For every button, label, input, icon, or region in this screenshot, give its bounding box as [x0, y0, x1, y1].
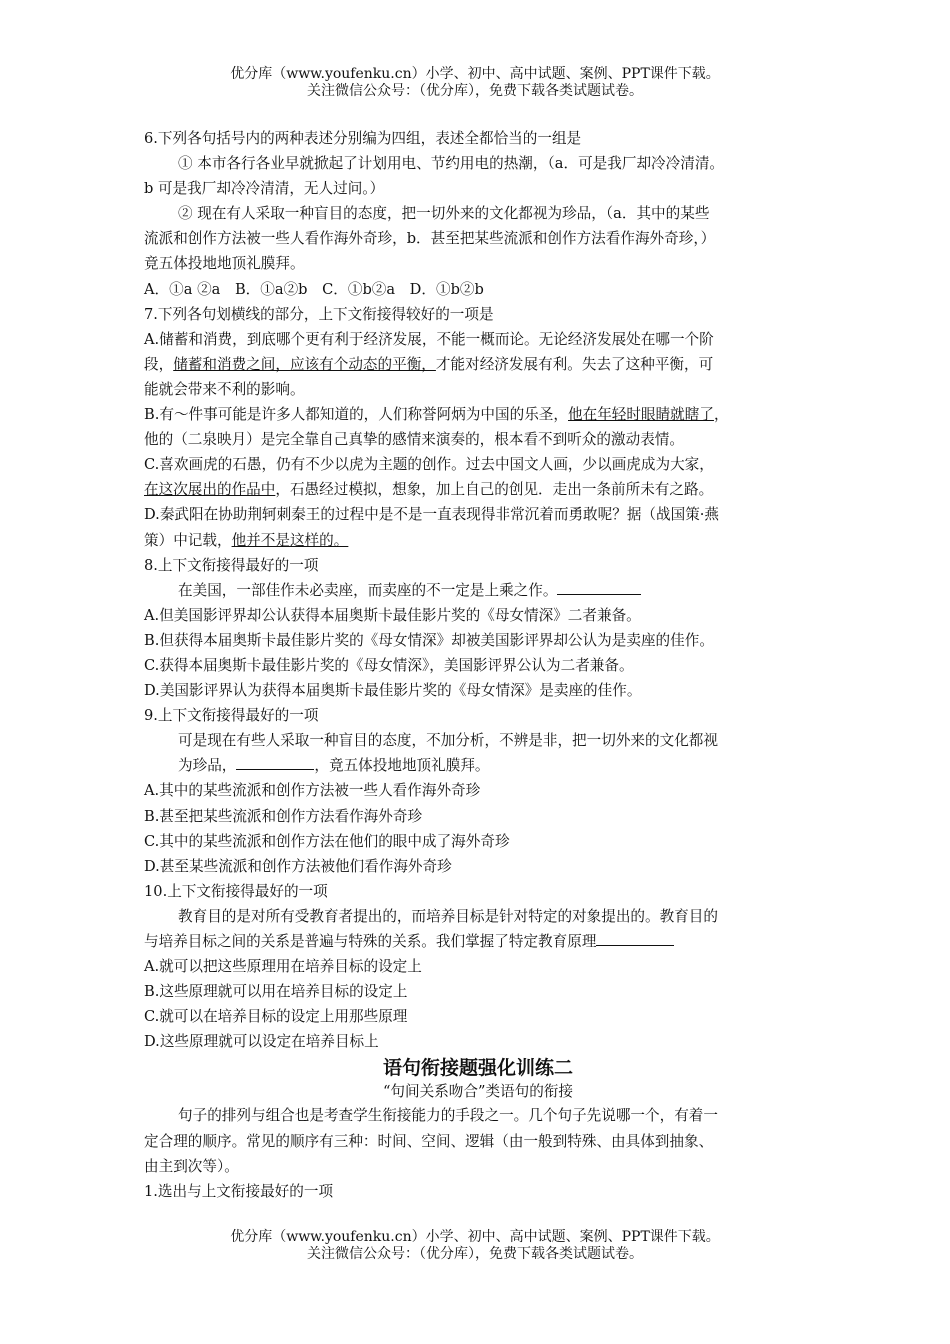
q6-options: A．①a ②a B．①a②b C．①b②a D．①b②b: [144, 280, 484, 298]
section-q1-stem: 1.选出与上文衔接最好的一项: [144, 1182, 334, 1200]
answer-blank: [596, 929, 674, 946]
section-title: 语句衔接题强化训练二: [382, 1057, 573, 1080]
section-intro-line1: 句子的排列与组合也是考查学生衔接能力的手段之一。几个句子先说哪一个，有着一: [178, 1107, 718, 1125]
q10-body-line2: 与培养目标之间的关系是普遍与特殊的关系。我们掌握了特定教育原理: [144, 929, 812, 954]
footer-line-1: 优分库（www.youfenku.cn）小学、初中、高中试题、案例、PPT课件下载。: [230, 1229, 720, 1245]
q9-body-line1: 可是现在有些人采取一种盲目的态度，不加分析，不辨是非，把一切外来的文化都视: [178, 732, 718, 750]
header-line-2: 关注微信公众号：（优分库），免费下载各类试题试卷。: [307, 83, 643, 99]
q6-sentence-2-cont: 流派和创作方法被一些人看作海外奇珍，b．甚至把某些流派和创作方法看作海外奇珍，）: [144, 230, 716, 248]
q7-stem: 7.下列各句划横线的部分，上下文衔接得较好的一项是: [144, 305, 494, 323]
underlined-text: 在这次展出的作品中: [144, 481, 276, 499]
answer-blank: [236, 753, 314, 770]
q6-stem: 6.下列各句括号内的两种表述分别编为四组，表述全都恰当的一组是: [144, 130, 582, 147]
q9-stem: 9.上下文衔接得最好的一项: [144, 707, 319, 725]
footer-line-2: 关注微信公众号：（优分库），免费下载各类试题试卷。: [307, 1246, 643, 1262]
answer-blank: [557, 578, 641, 595]
q7-option-d-line2: 策）中记载，他并不是这样的。: [144, 531, 349, 549]
q10-option-c: C.就可以在培养目标的设定上用那些原理: [144, 1008, 408, 1026]
q9-option-b: B.甚至把某些流派和创作方法看作海外奇珍: [144, 807, 423, 825]
q7-option-c-line1: C.喜欢画虎的石愚，仍有不少以虎为主题的创作。过去中国文人画，少以画虎成为大家，: [144, 456, 714, 474]
q7-option-d-line1: D.秦武阳在协助荆轲刺秦王的过程中是不是一直表现得非常沉着而勇敢呢？据（战国策·燕: [144, 506, 720, 524]
q8-body: 在美国，一部佳作未必卖座，而卖座的不一定是上乘之作。: [144, 578, 812, 603]
q9-body-line2: 为珍品， ，竟五体投地地顶礼膜拜。: [144, 753, 812, 778]
page-header: [0, 66, 950, 100]
section-intro-line3: 由主到次等）。: [144, 1157, 239, 1175]
document-body: [144, 126, 812, 1204]
q8-option-c: C.获得本届奥斯卡最佳影片奖的《母女情深》，美国影评界公认为二者兼备。: [144, 656, 634, 674]
q6-sentence-1-cont: b 可是我厂却冷冷清清，无人过问。）: [144, 180, 385, 198]
q7-option-c-line2: 在这次展出的作品中，石愚经过模拟，想象，加上自己的创见．走出一条前所未有之路。: [144, 481, 714, 499]
q9-option-c: C.其中的某些流派和创作方法在他们的眼中成了海外奇珍: [144, 832, 510, 850]
q8-option-a: A.但美国影评界却公认获得本届奥斯卡最佳影片奖的《母女情深》二者兼备。: [144, 606, 641, 624]
underlined-text: 他在年轻时眼睛就瞎了: [568, 406, 714, 424]
q8-option-d: D.美国影评界认为获得本届奥斯卡最佳影片奖的《母女情深》是卖座的佳作。: [144, 682, 642, 700]
q7-option-b-line1: B.有～件事可能是许多人都知道的，人们称誉阿炳为中国的乐圣，他在年轻时眼睛就瞎了，: [144, 406, 729, 424]
q8-option-b: B.但获得本届奥斯卡最佳影片奖的《母女情深》却被美国影评界却公认为是卖座的佳作。: [144, 631, 714, 649]
q9-option-d: D.甚至某些流派和创作方法被他们看作海外奇珍: [144, 857, 452, 875]
q7-option-a-line2: 段，储蓄和消费之间，应该有个动态的平衡，才能对经济发展有利。失去了这种平衡，可: [144, 355, 714, 373]
section-intro-line2: 定合理的顺序。常见的顺序有三种：时间、空间、逻辑（由一般到特殊、由具体到抽象、: [144, 1132, 714, 1150]
q10-body-line1: 教育目的是对所有受教育者提出的，而培养目标是针对特定的对象提出的。教育目的: [178, 907, 718, 925]
q7-option-a-line1: A.储蓄和消费，到底哪个更有利于经济发展，不能一概而论。无论经济发展处在哪一个阶: [144, 330, 714, 348]
q6-sentence-2-end: 竟五体投地地顶礼膜拜。: [144, 255, 305, 273]
q10-option-a: A.就可以把这些原理用在培养目标的设定上: [144, 958, 422, 976]
q6-sentence-1: ① 本市各行各业早就掀起了计划用电、节约用电的热潮，（a．可是我厂却冷冷清清。: [178, 155, 725, 173]
section-subtitle: “句间关系吻合”类语句的衔接: [382, 1083, 574, 1101]
q10-option-d: D.这些原理就可以设定在培养目标上: [144, 1033, 379, 1051]
q7-option-a-line3: 能就会带来不利的影响。: [144, 380, 305, 398]
underlined-text: 储蓄和消费之间，应该有个动态的平衡，: [173, 355, 436, 373]
q6-sentence-2: ② 现在有人采取一种盲目的态度，把一切外来的文化都视为珍品，（a．其中的某些: [178, 205, 710, 223]
underlined-text: 他并不是这样的。: [231, 531, 349, 549]
q8-stem: 8.上下文衔接得最好的一项: [144, 556, 319, 574]
header-line-1: 优分库（www.youfenku.cn）小学、初中、高中试题、案例、PPT课件下载。: [230, 66, 720, 82]
q7-option-b-line2: 他的（二泉映月）是完全靠自己真挚的感情来演奏的，根本看不到听众的激动表情。: [144, 431, 684, 449]
q10-option-b: B.这些原理就可以用在培养目标的设定上: [144, 983, 408, 1001]
page-footer: [0, 1229, 950, 1263]
q9-option-a: A.其中的某些流派和创作方法被一些人看作海外奇珍: [144, 782, 481, 800]
q10-stem: 10.上下文衔接得最好的一项: [144, 882, 328, 900]
